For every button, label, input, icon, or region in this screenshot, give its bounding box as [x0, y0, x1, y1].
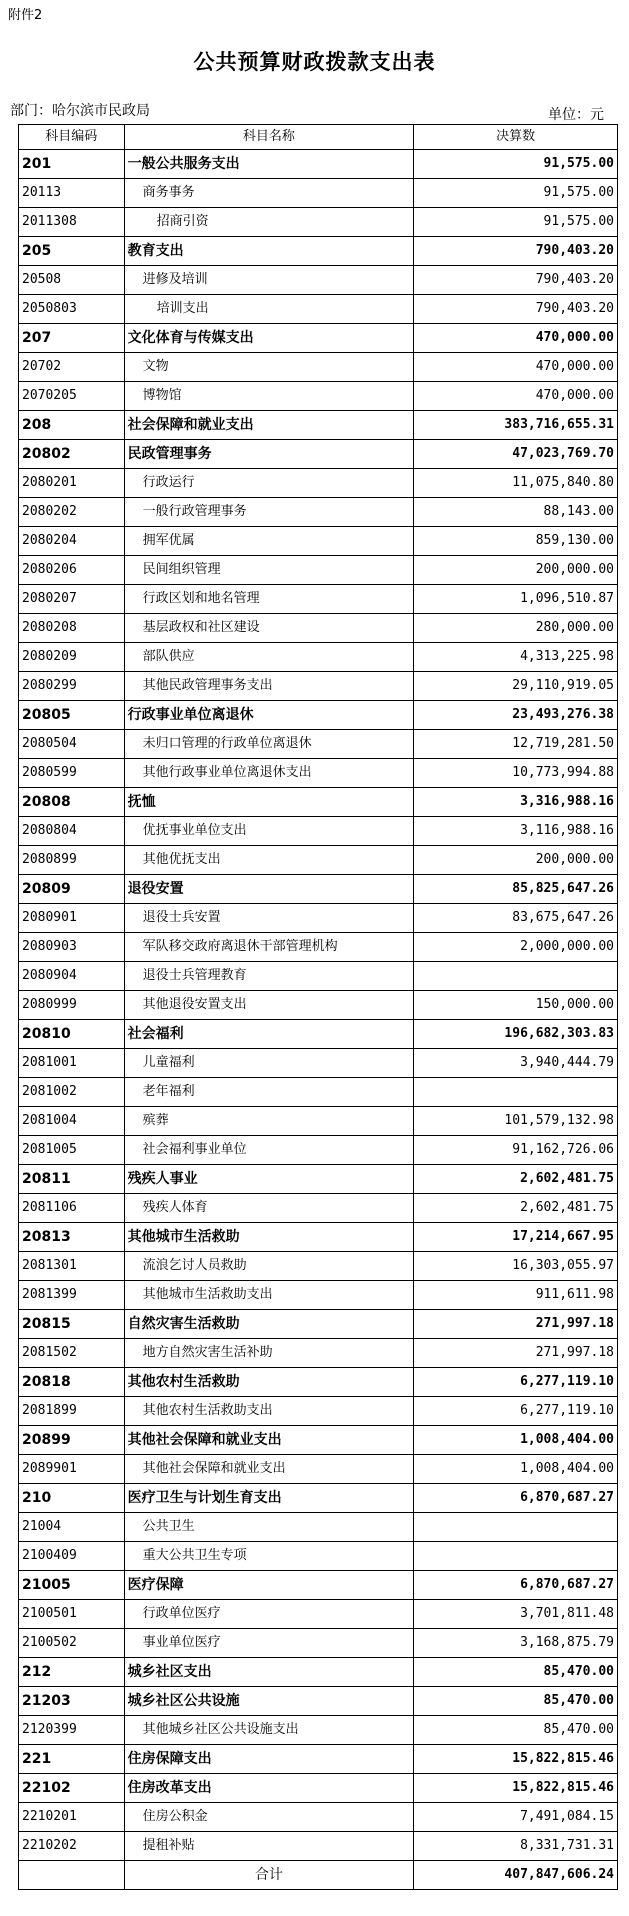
name-cell: 重大公共卫生专项: [124, 1542, 414, 1571]
table-row: [19, 1629, 618, 1658]
table-row: [19, 730, 618, 759]
name-cell: 其他退役安置支出: [124, 991, 414, 1020]
amount-cell: 2,602,481.75: [414, 1165, 618, 1194]
code-cell: 2050803: [19, 295, 125, 324]
table-row: [19, 382, 618, 411]
amount-cell: [414, 1542, 618, 1571]
unit-label: 单位：元: [548, 107, 604, 123]
amount-cell: 91,575.00: [414, 208, 618, 237]
code-cell: 2070205: [19, 382, 125, 411]
amount-cell: 271,997.18: [414, 1310, 618, 1339]
amount-cell: 11,075,840.80: [414, 469, 618, 498]
amount-cell: 4,313,225.98: [414, 643, 618, 672]
amount-cell: 91,575.00: [414, 150, 618, 179]
name-cell: 培训支出: [124, 295, 414, 324]
table-row: [19, 585, 618, 614]
code-cell: 20113: [19, 179, 125, 208]
table-row: [19, 527, 618, 556]
amount-cell: [414, 1078, 618, 1107]
code-cell: 2080903: [19, 933, 125, 962]
table-row: [19, 1803, 618, 1832]
name-cell: 未归口管理的行政单位离退休: [124, 730, 414, 759]
name-cell: 文物: [124, 353, 414, 382]
table-row: [19, 1281, 618, 1310]
name-cell: 一般公共服务支出: [124, 150, 414, 179]
code-cell: 207: [19, 324, 125, 353]
header-code: 科目编码: [19, 125, 125, 150]
amount-cell: 2,602,481.75: [414, 1194, 618, 1223]
code-cell: 2210201: [19, 1803, 125, 1832]
name-cell: 行政运行: [124, 469, 414, 498]
code-cell: 20811: [19, 1165, 125, 1194]
name-cell: 部队供应: [124, 643, 414, 672]
code-cell: 2080599: [19, 759, 125, 788]
table-row: [19, 788, 618, 817]
name-cell: 事业单位医疗: [124, 1629, 414, 1658]
code-cell: 2081899: [19, 1397, 125, 1426]
total-amount: 407,847,606.24: [414, 1861, 618, 1890]
name-cell: 优抚事业单位支出: [124, 817, 414, 846]
code-cell: 212: [19, 1658, 125, 1687]
name-cell: 文化体育与传媒支出: [124, 324, 414, 353]
code-cell: 20702: [19, 353, 125, 382]
amount-cell: 1,096,510.87: [414, 585, 618, 614]
table-row: [19, 1310, 618, 1339]
name-cell: 其他城乡社区公共设施支出: [124, 1716, 414, 1745]
code-cell: 2080999: [19, 991, 125, 1020]
amount-cell: [414, 1513, 618, 1542]
name-cell: 商务事务: [124, 179, 414, 208]
table-row: [19, 498, 618, 527]
code-cell: 2100501: [19, 1600, 125, 1629]
table-row: [19, 1687, 618, 1716]
code-cell: 2080208: [19, 614, 125, 643]
amount-cell: 790,403.20: [414, 237, 618, 266]
amount-cell: 85,470.00: [414, 1658, 618, 1687]
code-cell: 20808: [19, 788, 125, 817]
table-row: [19, 817, 618, 846]
name-cell: 民间组织管理: [124, 556, 414, 585]
table-row: [19, 643, 618, 672]
name-cell: 退役安置: [124, 875, 414, 904]
code-cell: 21004: [19, 1513, 125, 1542]
name-cell: 其他农村生活救助: [124, 1368, 414, 1397]
table-row: [19, 150, 618, 179]
table-row: [19, 1223, 618, 1252]
name-cell: 进修及培训: [124, 266, 414, 295]
amount-cell: 3,316,988.16: [414, 788, 618, 817]
name-cell: 提租补贴: [124, 1832, 414, 1861]
table-row: [19, 1455, 618, 1484]
name-cell: 社会保障和就业支出: [124, 411, 414, 440]
name-cell: 残疾人体育: [124, 1194, 414, 1223]
code-cell: 20813: [19, 1223, 125, 1252]
name-cell: 军队移交政府离退休干部管理机构: [124, 933, 414, 962]
code-cell: 221: [19, 1745, 125, 1774]
code-cell: 2080204: [19, 527, 125, 556]
table-row: [19, 353, 618, 382]
amount-cell: 10,773,994.88: [414, 759, 618, 788]
code-cell: 2081005: [19, 1136, 125, 1165]
code-cell: 210: [19, 1484, 125, 1513]
table-header-row: [19, 125, 618, 150]
amount-cell: 3,168,875.79: [414, 1629, 618, 1658]
table-row: [19, 1600, 618, 1629]
table-row: [19, 237, 618, 266]
table-row: [19, 1136, 618, 1165]
code-cell: 208: [19, 411, 125, 440]
amount-cell: 150,000.00: [414, 991, 618, 1020]
table-row: [19, 1397, 618, 1426]
name-cell: 老年福利: [124, 1078, 414, 1107]
name-cell: 地方自然灾害生活补助: [124, 1339, 414, 1368]
name-cell: 住房改革支出: [124, 1774, 414, 1803]
table-row: [19, 1832, 618, 1861]
table-row: [19, 759, 618, 788]
code-cell: 2080209: [19, 643, 125, 672]
table-row: [19, 1658, 618, 1687]
table-row: [19, 1571, 618, 1600]
amount-cell: 470,000.00: [414, 382, 618, 411]
name-cell: 其他社会保障和就业支出: [124, 1426, 414, 1455]
amount-cell: 470,000.00: [414, 353, 618, 382]
amount-cell: [414, 962, 618, 991]
name-cell: 儿童福利: [124, 1049, 414, 1078]
code-cell: 2081399: [19, 1281, 125, 1310]
code-cell: 22102: [19, 1774, 125, 1803]
table-row: [19, 266, 618, 295]
department-label: 部门：哈尔滨市民政局: [10, 103, 150, 119]
table-row: [19, 1484, 618, 1513]
name-cell: 基层政权和社区建设: [124, 614, 414, 643]
table-row: [19, 1368, 618, 1397]
table-row: [19, 1339, 618, 1368]
table-row: [19, 933, 618, 962]
name-cell: 住房公积金: [124, 1803, 414, 1832]
name-cell: 其他城市生活救助: [124, 1223, 414, 1252]
amount-cell: 8,331,731.31: [414, 1832, 618, 1861]
name-cell: 行政区划和地名管理: [124, 585, 414, 614]
amount-cell: 911,611.98: [414, 1281, 618, 1310]
code-cell: 205: [19, 237, 125, 266]
amount-cell: 6,277,119.10: [414, 1397, 618, 1426]
name-cell: 退役士兵安置: [124, 904, 414, 933]
code-cell: 20805: [19, 701, 125, 730]
total-row: [19, 1861, 618, 1890]
name-cell: 公共卫生: [124, 1513, 414, 1542]
code-cell: 2081502: [19, 1339, 125, 1368]
code-cell: 2080299: [19, 672, 125, 701]
code-cell: 20802: [19, 440, 125, 469]
amount-cell: 15,822,815.46: [414, 1745, 618, 1774]
table-row: [19, 962, 618, 991]
amount-cell: 3,940,444.79: [414, 1049, 618, 1078]
header-amount: 决算数: [414, 125, 618, 150]
table-row: [19, 1716, 618, 1745]
amount-cell: 17,214,667.95: [414, 1223, 618, 1252]
name-cell: 其他优抚支出: [124, 846, 414, 875]
name-cell: 抚恤: [124, 788, 414, 817]
code-cell: 2080904: [19, 962, 125, 991]
amount-cell: 470,000.00: [414, 324, 618, 353]
code-cell: 2011308: [19, 208, 125, 237]
name-cell: 其他行政事业单位离退休支出: [124, 759, 414, 788]
amount-cell: 85,825,647.26: [414, 875, 618, 904]
name-cell: 其他农村生活救助支出: [124, 1397, 414, 1426]
table-row: [19, 1745, 618, 1774]
amount-cell: 271,997.18: [414, 1339, 618, 1368]
code-cell: 2080207: [19, 585, 125, 614]
amount-cell: 88,143.00: [414, 498, 618, 527]
amount-cell: 6,277,119.10: [414, 1368, 618, 1397]
code-cell: 2081106: [19, 1194, 125, 1223]
name-cell: 其他民政管理事务支出: [124, 672, 414, 701]
table-row: [19, 1513, 618, 1542]
amount-cell: 83,675,647.26: [414, 904, 618, 933]
amount-cell: 200,000.00: [414, 846, 618, 875]
table-row: [19, 1049, 618, 1078]
amount-cell: 859,130.00: [414, 527, 618, 556]
amount-cell: 85,470.00: [414, 1716, 618, 1745]
table-row: [19, 614, 618, 643]
amount-cell: 91,575.00: [414, 179, 618, 208]
code-cell: 2120399: [19, 1716, 125, 1745]
name-cell: 教育支出: [124, 237, 414, 266]
name-cell: 殡葬: [124, 1107, 414, 1136]
table-row: [19, 701, 618, 730]
amount-cell: 47,023,769.70: [414, 440, 618, 469]
table-row: [19, 324, 618, 353]
table-row: [19, 846, 618, 875]
amount-cell: 7,491,084.15: [414, 1803, 618, 1832]
code-cell: 20899: [19, 1426, 125, 1455]
amount-cell: 280,000.00: [414, 614, 618, 643]
table-row: [19, 904, 618, 933]
name-cell: 社会福利: [124, 1020, 414, 1049]
amount-cell: 200,000.00: [414, 556, 618, 585]
code-cell: 2081004: [19, 1107, 125, 1136]
code-cell: 2100502: [19, 1629, 125, 1658]
table-row: [19, 411, 618, 440]
amount-cell: 85,470.00: [414, 1687, 618, 1716]
name-cell: 社会福利事业单位: [124, 1136, 414, 1165]
name-cell: 博物馆: [124, 382, 414, 411]
name-cell: 退役士兵管理教育: [124, 962, 414, 991]
amount-cell: 101,579,132.98: [414, 1107, 618, 1136]
amount-cell: 6,870,687.27: [414, 1484, 618, 1513]
name-cell: 自然灾害生活救助: [124, 1310, 414, 1339]
code-cell: 2080504: [19, 730, 125, 759]
amount-cell: 91,162,726.06: [414, 1136, 618, 1165]
table-row: [19, 295, 618, 324]
amount-cell: 1,008,404.00: [414, 1455, 618, 1484]
table-row: [19, 1252, 618, 1281]
code-cell: 21005: [19, 1571, 125, 1600]
code-cell: 20809: [19, 875, 125, 904]
name-cell: 住房保障支出: [124, 1745, 414, 1774]
code-cell: 2080901: [19, 904, 125, 933]
table-row: [19, 556, 618, 585]
amount-cell: 1,008,404.00: [414, 1426, 618, 1455]
table-row: [19, 440, 618, 469]
table-row: [19, 469, 618, 498]
code-cell: 2081001: [19, 1049, 125, 1078]
name-cell: 拥军优属: [124, 527, 414, 556]
code-cell: 20508: [19, 266, 125, 295]
code-cell: 2080899: [19, 846, 125, 875]
name-cell: 医疗卫生与计划生育支出: [124, 1484, 414, 1513]
code-cell: 2080804: [19, 817, 125, 846]
code-cell: 2210202: [19, 1832, 125, 1861]
total-code-cell: [19, 1861, 125, 1890]
amount-cell: 383,716,655.31: [414, 411, 618, 440]
code-cell: 2081002: [19, 1078, 125, 1107]
amount-cell: 23,493,276.38: [414, 701, 618, 730]
table-row: [19, 875, 618, 904]
table-row: [19, 1078, 618, 1107]
attachment-label: 附件2: [8, 8, 43, 23]
name-cell: 行政单位医疗: [124, 1600, 414, 1629]
amount-cell: 2,000,000.00: [414, 933, 618, 962]
table-row: [19, 672, 618, 701]
amount-cell: 6,870,687.27: [414, 1571, 618, 1600]
table-row: [19, 1542, 618, 1571]
amount-cell: 29,110,919.05: [414, 672, 618, 701]
table-row: [19, 1774, 618, 1803]
page-title: 公共预算财政拨款支出表: [193, 50, 436, 74]
code-cell: 2080206: [19, 556, 125, 585]
amount-cell: 3,116,988.16: [414, 817, 618, 846]
code-cell: 2089901: [19, 1455, 125, 1484]
table-body: [19, 150, 618, 1861]
table-row: [19, 1165, 618, 1194]
name-cell: 其他社会保障和就业支出: [124, 1455, 414, 1484]
name-cell: 招商引资: [124, 208, 414, 237]
name-cell: 城乡社区公共设施: [124, 1687, 414, 1716]
table-row: [19, 179, 618, 208]
code-cell: 201: [19, 150, 125, 179]
code-cell: 20810: [19, 1020, 125, 1049]
table-row: [19, 1020, 618, 1049]
name-cell: 城乡社区支出: [124, 1658, 414, 1687]
amount-cell: 15,822,815.46: [414, 1774, 618, 1803]
table-row: [19, 1426, 618, 1455]
name-cell: 医疗保障: [124, 1571, 414, 1600]
amount-cell: 3,701,811.48: [414, 1600, 618, 1629]
name-cell: 其他城市生活救助支出: [124, 1281, 414, 1310]
table-row: [19, 1194, 618, 1223]
amount-cell: 16,303,055.97: [414, 1252, 618, 1281]
code-cell: 2100409: [19, 1542, 125, 1571]
table-row: [19, 1107, 618, 1136]
code-cell: 2080201: [19, 469, 125, 498]
table-row: [19, 991, 618, 1020]
budget-table: [18, 124, 618, 1890]
name-cell: 流浪乞讨人员救助: [124, 1252, 414, 1281]
code-cell: 20815: [19, 1310, 125, 1339]
name-cell: 一般行政管理事务: [124, 498, 414, 527]
code-cell: 2080202: [19, 498, 125, 527]
code-cell: 21203: [19, 1687, 125, 1716]
table-row: [19, 208, 618, 237]
amount-cell: 196,682,303.83: [414, 1020, 618, 1049]
amount-cell: 12,719,281.50: [414, 730, 618, 759]
name-cell: 行政事业单位离退休: [124, 701, 414, 730]
amount-cell: 790,403.20: [414, 295, 618, 324]
code-cell: 2081301: [19, 1252, 125, 1281]
name-cell: 民政管理事务: [124, 440, 414, 469]
amount-cell: 790,403.20: [414, 266, 618, 295]
header-name: 科目名称: [124, 125, 414, 150]
name-cell: 残疾人事业: [124, 1165, 414, 1194]
code-cell: 20818: [19, 1368, 125, 1397]
total-label: 合计: [124, 1861, 414, 1890]
